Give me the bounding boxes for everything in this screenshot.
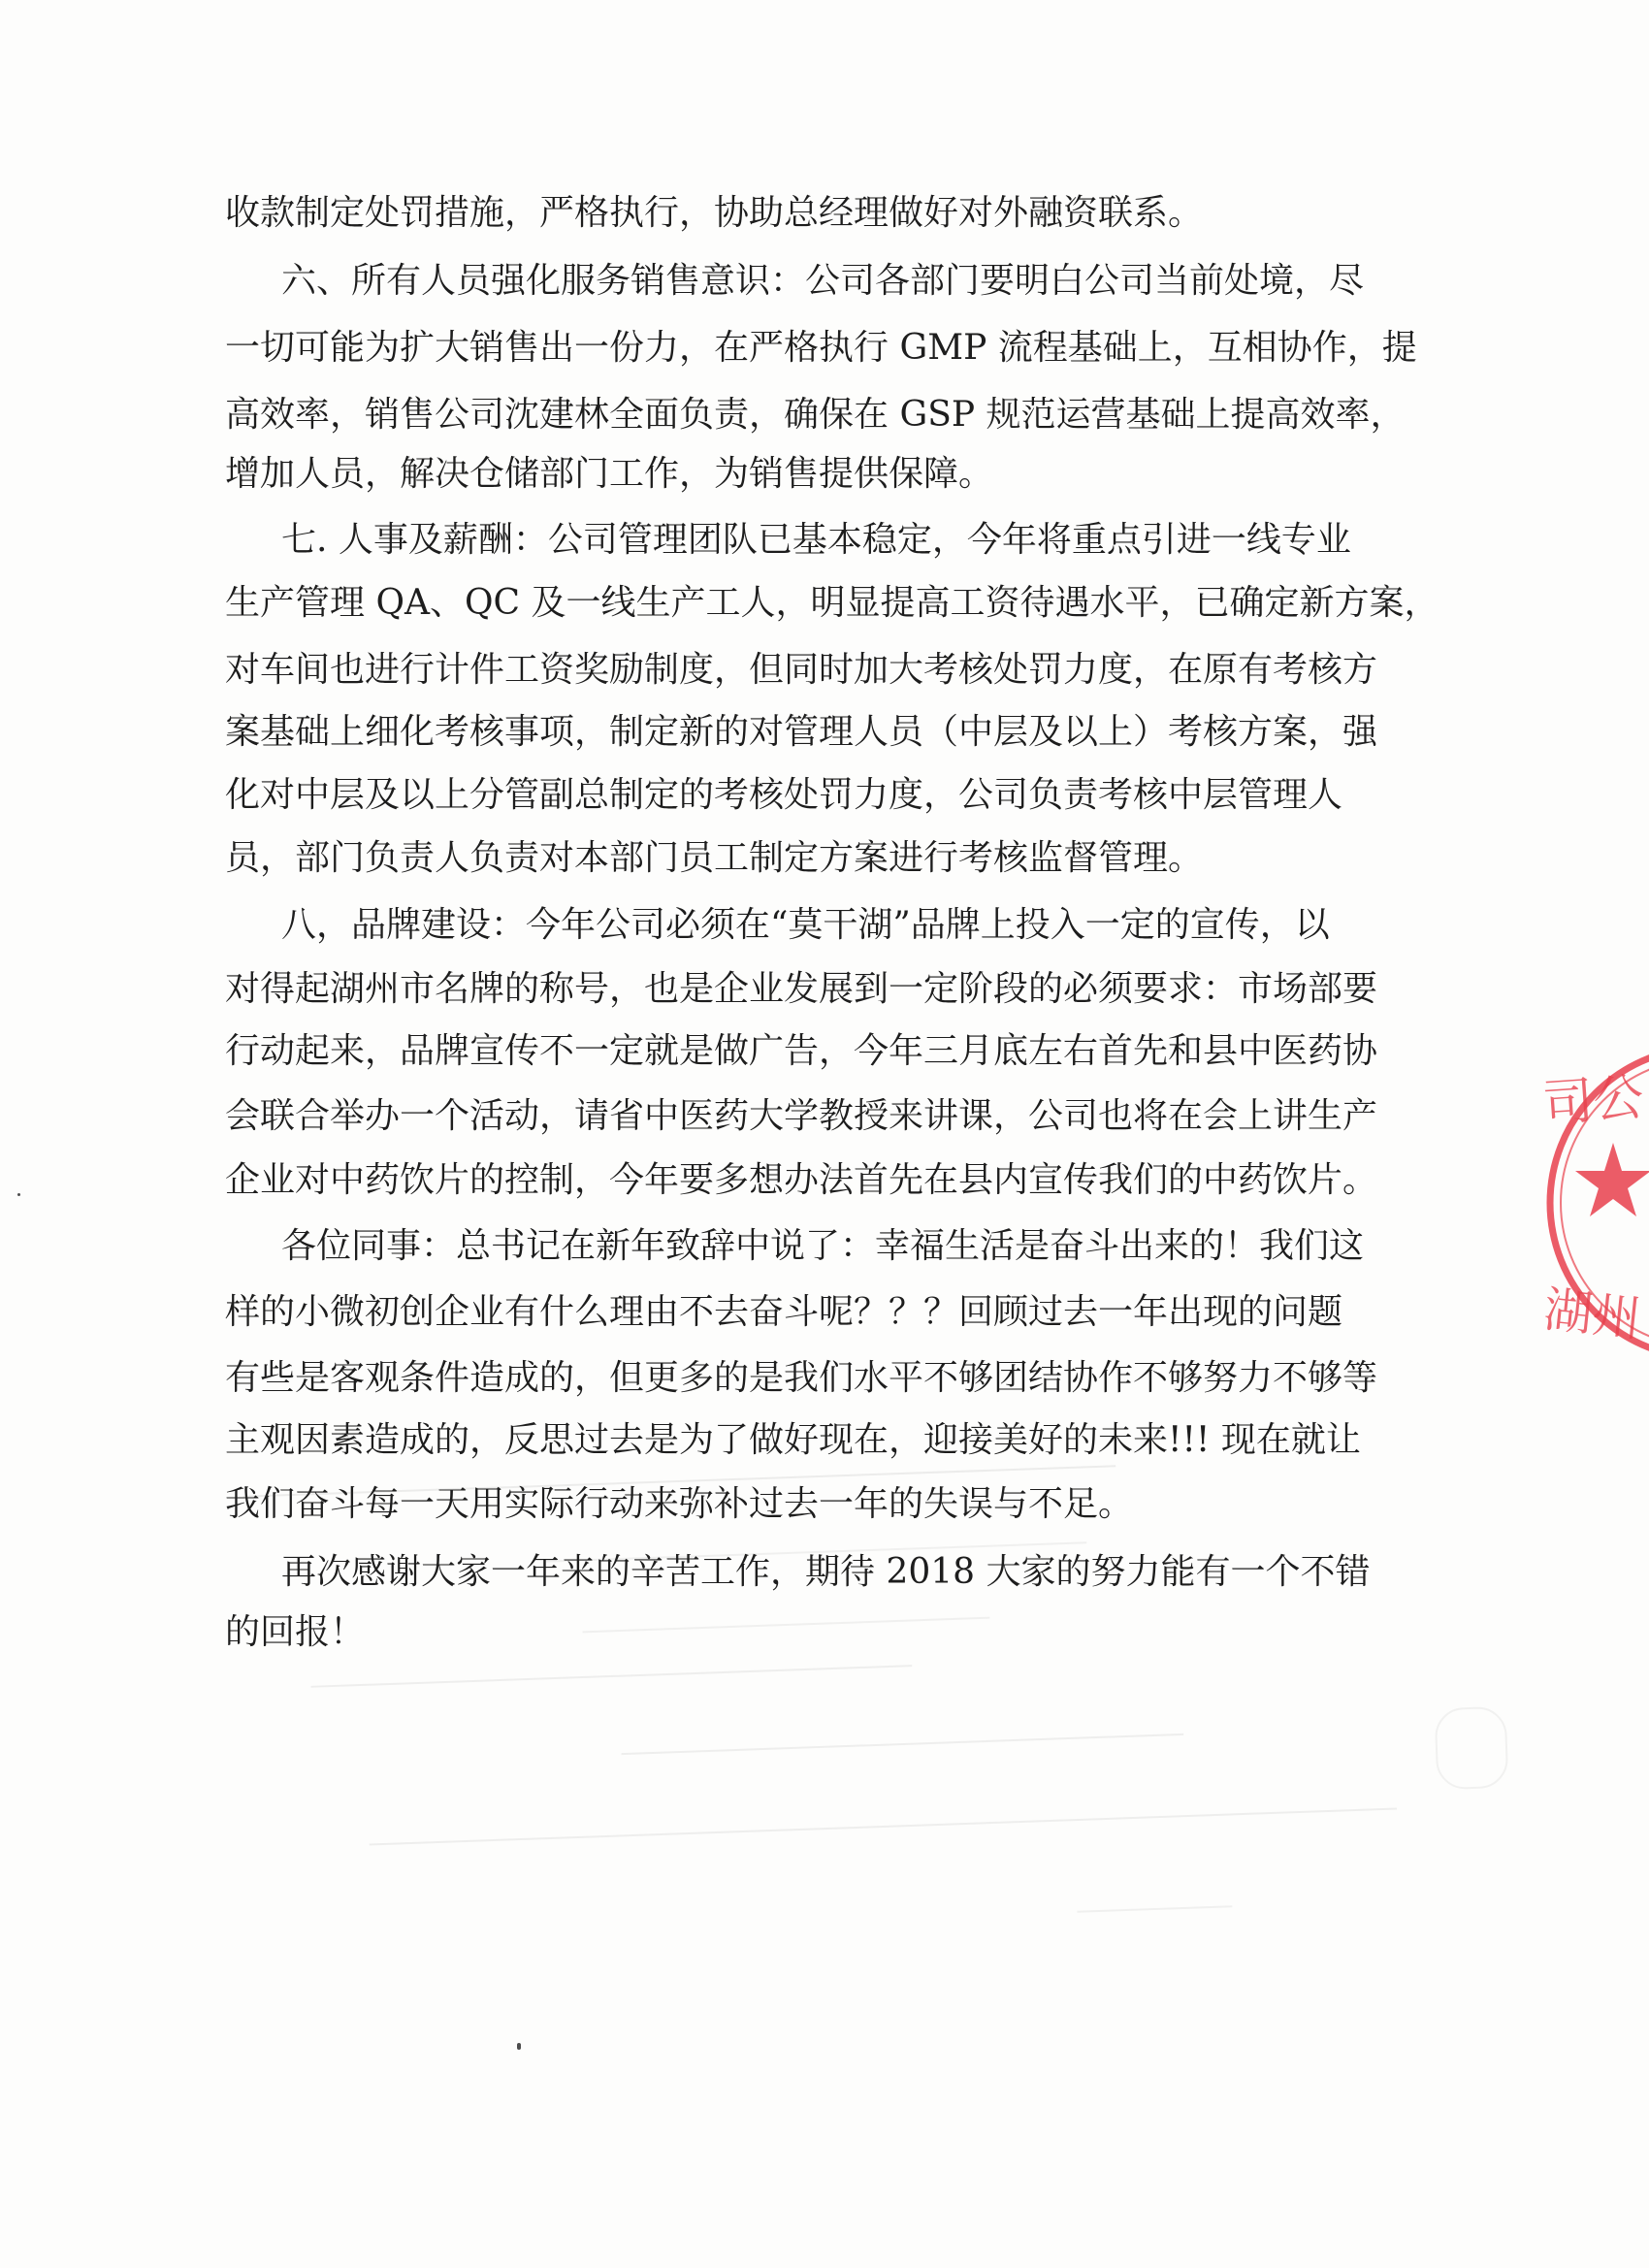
text-line: 有些是客观条件造成的，但更多的是我们水平不够团结协作不够努力不够等 xyxy=(225,1358,1378,1398)
text-line: 化对中层及以上分管副总制定的考核处罚力度，公司负责考核中层管理人 xyxy=(225,775,1343,815)
bleed-mark xyxy=(310,1643,912,1688)
text-line: 六、所有人员强化服务销售意识：公司各部门要明白公司当前处境，尽 xyxy=(281,261,1365,301)
text-line: 生产管理 QA、QC 及一线生产工人，明显提高工资待遇水平，已确定新方案， xyxy=(225,583,1439,623)
scan-speck xyxy=(517,2043,521,2050)
text-line: 主观因素造成的，反思过去是为了做好现在，迎接美好的未来!!! 现在就让 xyxy=(225,1420,1361,1460)
text-line: 样的小微初创企业有什么理由不去奋斗呢？？？回顾过去一年出现的问题 xyxy=(225,1292,1343,1332)
text-line: 的回报！ xyxy=(225,1612,366,1652)
text-line: 再次感谢大家一年来的辛苦工作，期待 2018 大家的努力能有一个不错 xyxy=(281,1552,1371,1592)
seal-text-top: 司公 xyxy=(1540,1068,1646,1134)
bleed-mark xyxy=(369,1787,1397,1846)
bleed-mark xyxy=(1435,1706,1509,1791)
text-line: 对得起湖州市名牌的称号，也是企业发展到一定阶段的必须要求：市场部要 xyxy=(225,969,1378,1009)
bleed-mark xyxy=(582,1594,990,1634)
text-line: 会联合举办一个活动，请省中医药大学教授来讲课，公司也将在会上讲生产 xyxy=(225,1096,1378,1136)
text-line: 一切可能为扩大销售出一份力，在严格执行 GMP 流程基础上，互相协作，提 xyxy=(225,328,1417,368)
text-line: 增加人员，解决仓储部门工作，为销售提供保障。 xyxy=(225,454,994,494)
seal-text-bottom: 湖州 xyxy=(1540,1280,1644,1348)
text-line: 对车间也进行计件工资奖励制度，但同时加大考核处罚力度，在原有考核方 xyxy=(225,650,1378,690)
text-line: 企业对中药饮片的控制，今年要多想办法首先在县内宣传我们的中药饮片。 xyxy=(225,1160,1378,1200)
text-line: 各位同事：总书记在新年致辞中说了：幸福生活是奋斗出来的！我们这 xyxy=(281,1226,1365,1266)
seal-star-icon xyxy=(1575,1143,1649,1216)
text-line: 八，品牌建设：今年公司必须在“莫干湖”品牌上投入一定的宣传，以 xyxy=(281,905,1330,945)
text-line: 我们奋斗每一天用实际行动来弥补过去一年的失误与不足。 xyxy=(225,1484,1134,1524)
text-line: 高效率，销售公司沈建林全面负责，确保在 GSP 规范运营基础上提高效率， xyxy=(225,395,1406,435)
text-line: 行动起来，品牌宣传不一定就是做广告，今年三月底左右首先和县中医药协 xyxy=(225,1031,1378,1071)
bleed-mark xyxy=(621,1712,1183,1755)
text-line: 七. 人事及薪酬：公司管理团队已基本稳定，今年将重点引进一线专业 xyxy=(281,520,1351,560)
text-line: 案基础上细化考核事项，制定新的对管理人员（中层及以上）考核方案，强 xyxy=(225,712,1378,752)
text-line: 员，部门负责人负责对本部门员工制定方案进行考核监督管理。 xyxy=(225,838,1204,878)
bleed-mark xyxy=(1077,1884,1233,1913)
text-line: 收款制定处罚措施，严格执行，协助总经理做好对外融资联系。 xyxy=(225,193,1204,233)
company-seal xyxy=(1521,1038,1649,1368)
scan-speck xyxy=(17,1193,20,1196)
